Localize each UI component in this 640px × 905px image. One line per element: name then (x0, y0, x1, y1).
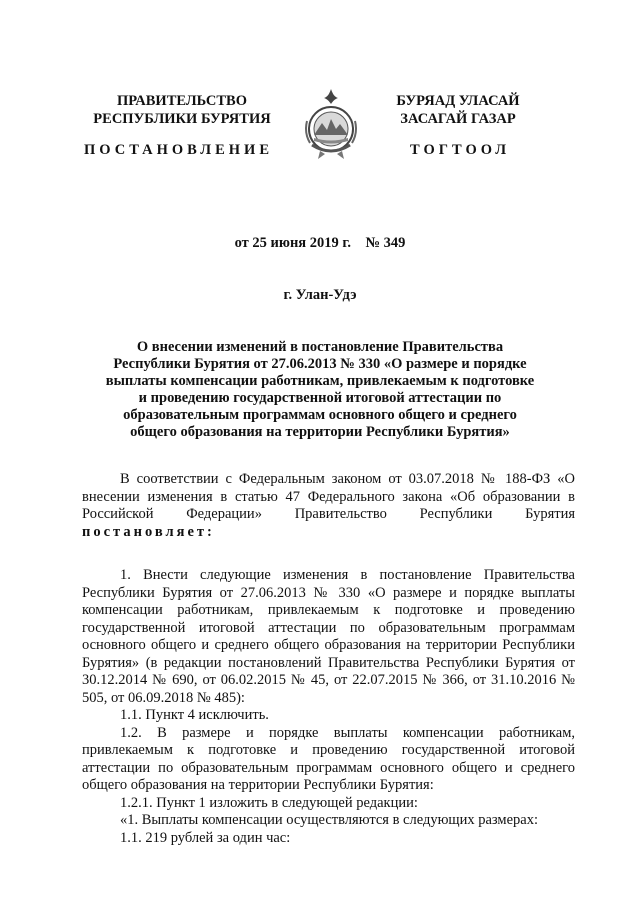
document-date: от 25 июня 2019 г. (234, 235, 351, 251)
issuer-left-line2: РЕСПУБЛИКИ БУРЯТИЯ (93, 111, 271, 127)
doc-type-right: ТОГТООЛ (410, 142, 511, 158)
item-1 (82, 567, 575, 707)
item-1-1: 1.1. Пункт 4 исключить. (120, 707, 269, 723)
items-rest (82, 707, 575, 847)
item-1-2-1: 1.2.1. Пункт 1 изложить в следующей редакции: (120, 794, 418, 811)
buryatia-coat-of-arms-icon (298, 85, 364, 163)
document-title: О внесении изменений в постановление Правительства Республики Бурятия от 27.06.2013 № 330 «О размере и порядке выплаты компенсации работникам, привлекаемым к подготовке и проведению государственной итоговой аттестации по образовательным программам основного общего и среднего общего образования на территории Республики Бурятия» (105, 339, 535, 440)
resolves-word: постановляет: (82, 523, 215, 540)
item-1-text: 1. Внести следующие изменения в постановление Правительства Республики Бурятия от 27.06.2013 № 330 «О размере и порядке выплаты компенсации работникам, привлекаемым к подготовке и проведению государственной итоговой аттестации по образовательным программам основного общего и среднего общего образования на территории Республики Бурятия» (в редакции постановлений Правительства Республики Бурятия от 30.12.2014 № 690, от 06.02.2015 № 45, от 22.07.2015 № 366, от 31.10.2016 № 505, от 06.09.2018 № 485): (82, 567, 575, 706)
issuer-left (92, 92, 272, 128)
item-1-2: 1.2. В размере и порядке выплаты компенсации работникам, привлекаемым к подготовке и проведению государственной итоговой аттестации по образовательным программам основного общего и среднего общего образования на территории Республики Бурятия: (82, 724, 575, 793)
doc-type-left: ПОСТАНОВЛЕНИЕ (84, 142, 274, 158)
issuer-left-line1: ПРАВИТЕЛЬСТВО (117, 93, 247, 109)
preamble-text: В соответствии с Федеральным законом от 03.07.2018 № 188-ФЗ «О внесении изменения в статью 47 Федерального закона «Об образовании в Российской Федерации» Правительство Республики Бурятия (82, 471, 575, 522)
issuer-right-line2: ЗАСАГАЙ ГАЗАР (400, 111, 516, 127)
item-quoted-1-1: 1.1. 219 рублей за один час: (120, 829, 291, 846)
item-quoted-1: «1. Выплаты компенсации осуществляются в следующих размерах: (120, 812, 539, 828)
issuer-right (368, 92, 548, 128)
date-number-line (0, 235, 640, 252)
preamble (82, 471, 575, 541)
document-city: г. Улан-Удэ (283, 287, 357, 303)
document-number: № 349 (365, 235, 406, 251)
issuer-right-line1: БУРЯАД УЛАСАЙ (396, 93, 520, 109)
